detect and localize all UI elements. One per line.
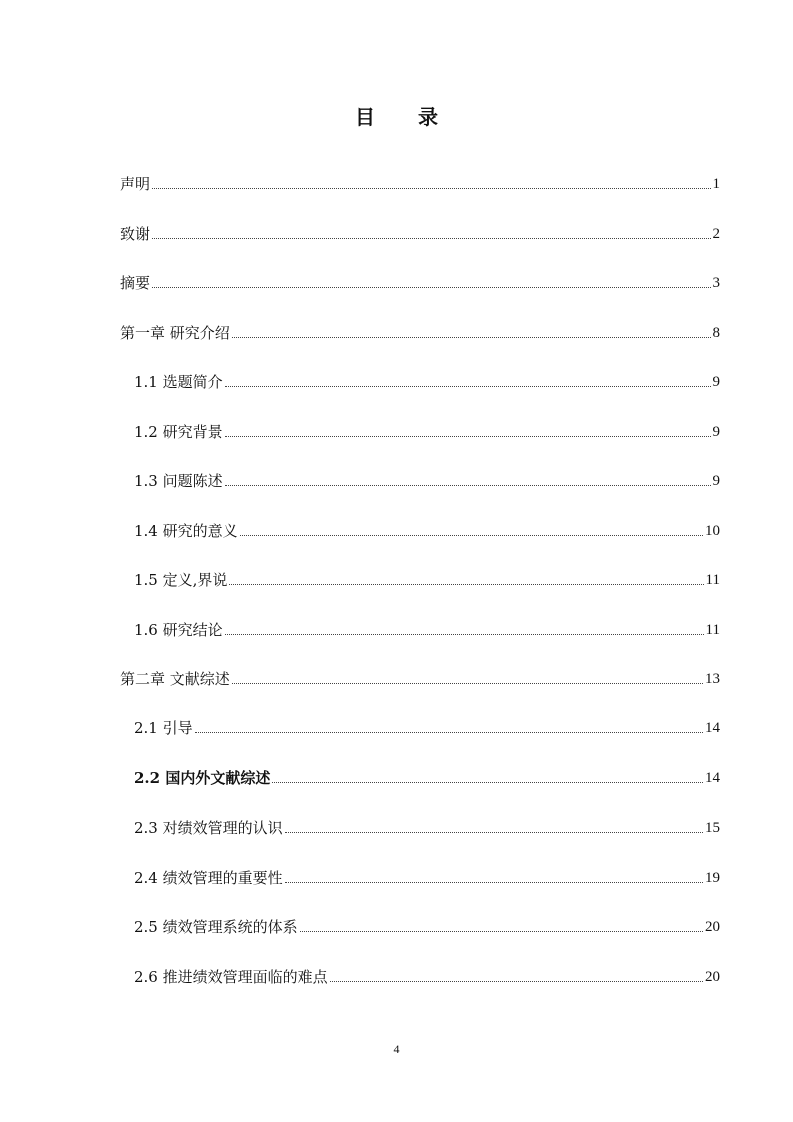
toc-entry-label: 2.3 对绩效管理的认识 — [134, 819, 283, 837]
toc-entry-label: 1.6 研究结论 — [134, 621, 223, 639]
toc-entry-page: 8 — [712, 325, 720, 341]
toc-dot-leader — [225, 385, 711, 387]
page-number: 4 — [393, 1042, 400, 1056]
toc-dot-leader — [300, 930, 703, 932]
toc-dot-leader — [152, 187, 710, 189]
toc-entry-section-2-2[interactable] — [134, 766, 720, 788]
toc-entry-page: 9 — [712, 374, 720, 390]
toc-entry-label: 致谢 — [120, 225, 151, 243]
toc-dot-leader — [240, 534, 703, 536]
toc-entry-page: 11 — [705, 622, 720, 638]
toc-entry-label: 1.3 问题陈述 — [134, 472, 223, 490]
toc-entry-chapter-2[interactable] — [120, 667, 720, 689]
toc-entry-label: 第二章 文献综述 — [120, 670, 230, 688]
toc-entry-section-1-4[interactable] — [134, 519, 720, 541]
toc-entry-label: 2.6 推进绩效管理面临的难点 — [134, 968, 328, 986]
toc-entry-page: 15 — [705, 820, 720, 836]
toc-entry-label: 2.2 国内外文献综述 — [134, 769, 271, 787]
toc-entry-statement[interactable] — [120, 172, 720, 194]
toc-dot-leader — [229, 583, 703, 585]
toc-entry-label: 摘要 — [120, 274, 151, 292]
toc-entry-label: 1.4 研究的意义 — [134, 522, 238, 540]
toc-entry-page: 14 — [705, 770, 720, 786]
toc-entry-page: 10 — [705, 523, 720, 539]
toc-dot-leader — [225, 484, 711, 486]
toc-entry-page: 9 — [712, 473, 720, 489]
toc-entry-page: 1 — [712, 176, 720, 192]
toc-entry-page: 3 — [712, 275, 720, 291]
toc-entry-section-1-2[interactable] — [134, 420, 720, 442]
toc-entry-label: 声明 — [120, 175, 151, 193]
toc-entry-page: 14 — [705, 720, 720, 736]
toc-entry-page: 20 — [705, 919, 720, 935]
toc-entry-page: 11 — [705, 572, 720, 588]
toc-entry-page: 13 — [705, 671, 720, 687]
toc-entry-page: 19 — [705, 870, 720, 886]
toc-dot-leader — [225, 435, 711, 437]
toc-entry-section-1-5[interactable] — [134, 568, 720, 590]
toc-entry-page: 20 — [705, 969, 720, 985]
toc-entry-page: 9 — [712, 424, 720, 440]
toc-dot-leader — [225, 633, 704, 635]
toc-dot-leader — [285, 831, 703, 833]
toc-entry-label: 2.4 绩效管理的重要性 — [134, 869, 283, 887]
toc-dot-leader — [285, 881, 703, 883]
toc-entry-section-2-1[interactable] — [134, 716, 720, 738]
toc-entry-label: 1.5 定义,界说 — [134, 571, 228, 589]
toc-title: 目 录 — [355, 105, 456, 129]
toc-dot-leader — [152, 286, 710, 288]
toc-entry-label: 2.5 绩效管理系统的体系 — [134, 918, 298, 936]
toc-entry-section-2-6[interactable] — [134, 965, 720, 987]
toc-dot-leader — [232, 336, 711, 338]
toc-entry-section-2-3[interactable] — [134, 816, 720, 838]
toc-entry-acknowledgements[interactable] — [120, 222, 720, 244]
toc-entry-page: 2 — [712, 226, 720, 242]
toc-dot-leader — [195, 731, 703, 733]
toc-entry-section-2-4[interactable] — [134, 866, 720, 888]
toc-entry-section-2-5[interactable] — [134, 915, 720, 937]
toc-entry-label: 第一章 研究介绍 — [120, 324, 230, 342]
toc-entry-label: 1.2 研究背景 — [134, 423, 223, 441]
toc-entry-section-1-3[interactable] — [134, 469, 720, 491]
toc-entry-chapter-1[interactable] — [120, 321, 720, 343]
toc-dot-leader — [152, 237, 710, 239]
toc-entry-abstract[interactable] — [120, 271, 720, 293]
toc-entry-label: 2.1 引导 — [134, 719, 193, 737]
toc-dot-leader — [272, 781, 703, 783]
toc-dot-leader — [232, 682, 703, 684]
toc-entry-section-1-6[interactable] — [134, 618, 720, 640]
toc-dot-leader — [330, 980, 703, 982]
toc-entry-section-1-1[interactable] — [134, 370, 720, 392]
toc-entry-label: 1.1 选题简介 — [134, 373, 223, 391]
